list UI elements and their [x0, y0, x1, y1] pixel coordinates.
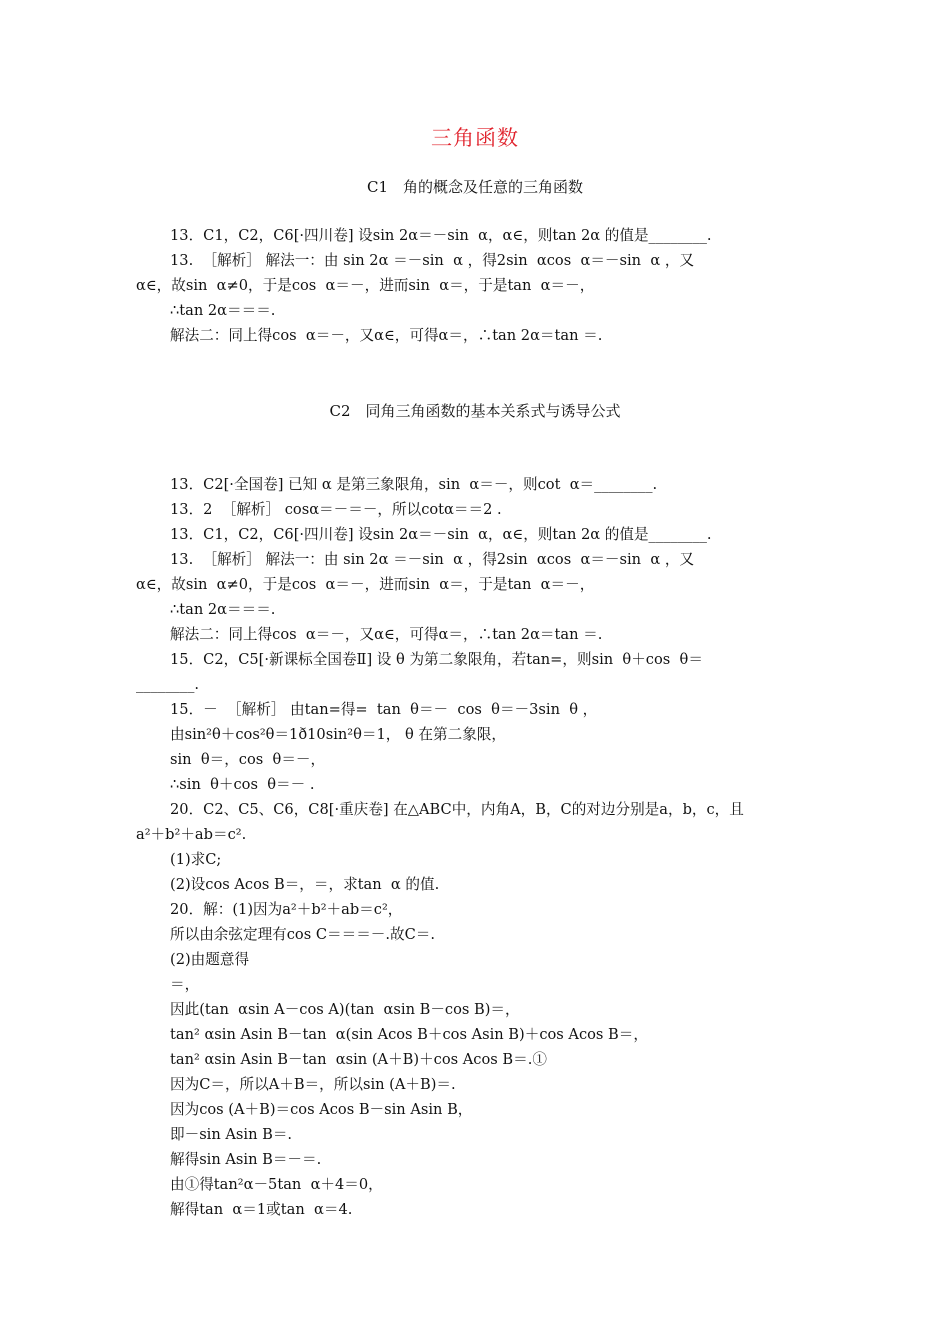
text-line: 因此(tan αsin A－cos A)(tan αsin B－cos B)＝，	[170, 1001, 520, 1018]
text-line: 13．C2[·全国卷] 已知 α 是第三象限角，sin α＝－，则cot α＝________.	[170, 476, 658, 493]
document-title: 三角函数	[431, 126, 519, 150]
text-line: 13．C1，C2，C6[·四川卷] 设sin 2α＝－sin α，α∈，则tan 2α 的值是________.	[170, 227, 712, 244]
section-heading-c1: C1 角的概念及任意的三角函数	[366, 178, 584, 196]
text-line: 解法二：同上得cos α＝－，又α∈，可得α＝，∴tan 2α＝tan ＝.	[170, 327, 603, 344]
text-line: α∈，故sin α≠0，于是cos α＝－，进而sin α＝，于是tan α＝－，	[136, 576, 595, 593]
text-line: sin θ＝，cos θ＝－，	[170, 751, 326, 768]
section-heading-c2: C2 同角三角函数的基本关系式与诱导公式	[329, 402, 621, 420]
text-line: 13. ［解析］ 解法一：由 sin 2α ＝－sin α ，得2sin αcos α＝－sin α ，又	[170, 252, 695, 269]
text-line: 13．C1，C2，C6[·四川卷] 设sin 2α＝－sin α，α∈，则tan 2α 的值是________.	[170, 526, 712, 543]
text-line: 所以由余弦定理有cos C＝＝＝－.故C＝.	[170, 926, 436, 943]
text-line: 13. ［解析］ 解法一：由 sin 2α ＝－sin α ，得2sin αcos α＝－sin α ，又	[170, 551, 695, 568]
text-line: tan² αsin Asin B－tan αsin (A＋B)＋cos Acos B＝.①	[170, 1051, 547, 1068]
text-line: 因为C＝，所以A＋B＝，所以sin (A＋B)＝.	[170, 1076, 456, 1093]
text-line: a²＋b²＋ab＝c².	[136, 826, 247, 843]
text-line: 解得sin Asin B＝－＝.	[170, 1151, 322, 1168]
text-line: ________.	[136, 676, 200, 693]
text-line: 即－sin Asin B＝.	[170, 1126, 293, 1143]
text-line: tan² αsin Asin B－tan α(sin Acos B＋cos Asin B)＋cos Acos B＝，	[170, 1026, 648, 1043]
text-line: ∴tan 2α＝＝＝.	[170, 302, 276, 319]
text-line: 解得tan α＝1或tan α＝4.	[170, 1201, 353, 1218]
text-line: 20．C2、C5、C6，C8[·重庆卷] 在△ABC中，内角A，B，C的对边分别是a，b，c，且	[170, 801, 744, 818]
text-line: 15．－ ［解析］ 由tan=得= tan θ＝－ cos θ＝－3sin θ ，	[170, 701, 598, 718]
text-line: (1)求C;	[170, 851, 222, 868]
text-line: (2)设cos Acos B＝，＝，求tan α 的值.	[170, 876, 440, 893]
text-line: (2)由题意得	[170, 951, 250, 968]
text-line: ∴tan 2α＝＝＝.	[170, 601, 276, 618]
text-line: 由sin²θ＋cos²θ＝1ð10sin²θ＝1， θ 在第二象限，	[170, 726, 506, 743]
text-line: 解法二：同上得cos α＝－，又α∈，可得α＝，∴tan 2α＝tan ＝.	[170, 626, 603, 643]
text-line: 因为cos (A＋B)＝cos Acos B－sin Asin B，	[170, 1101, 473, 1118]
text-line: 由①得tan²α－5tan α＋4＝0，	[170, 1176, 383, 1193]
text-line: 13．2 ［解析］ cosα＝－＝－，所以cotα＝＝2 .	[170, 501, 502, 518]
text-line: ∴sin θ＋cos θ＝－ .	[170, 776, 315, 793]
text-line: 20．解：(1)因为a²＋b²＋ab＝c²，	[170, 901, 403, 918]
text-line: ＝，	[170, 976, 200, 993]
text-line: α∈，故sin α≠0，于是cos α＝－，进而sin α＝，于是tan α＝－，	[136, 277, 595, 294]
text-line: 15．C2，C5[·新课标全国卷Ⅱ] 设 θ 为第二象限角，若tan=，则sin θ＋cos θ＝	[170, 651, 703, 668]
